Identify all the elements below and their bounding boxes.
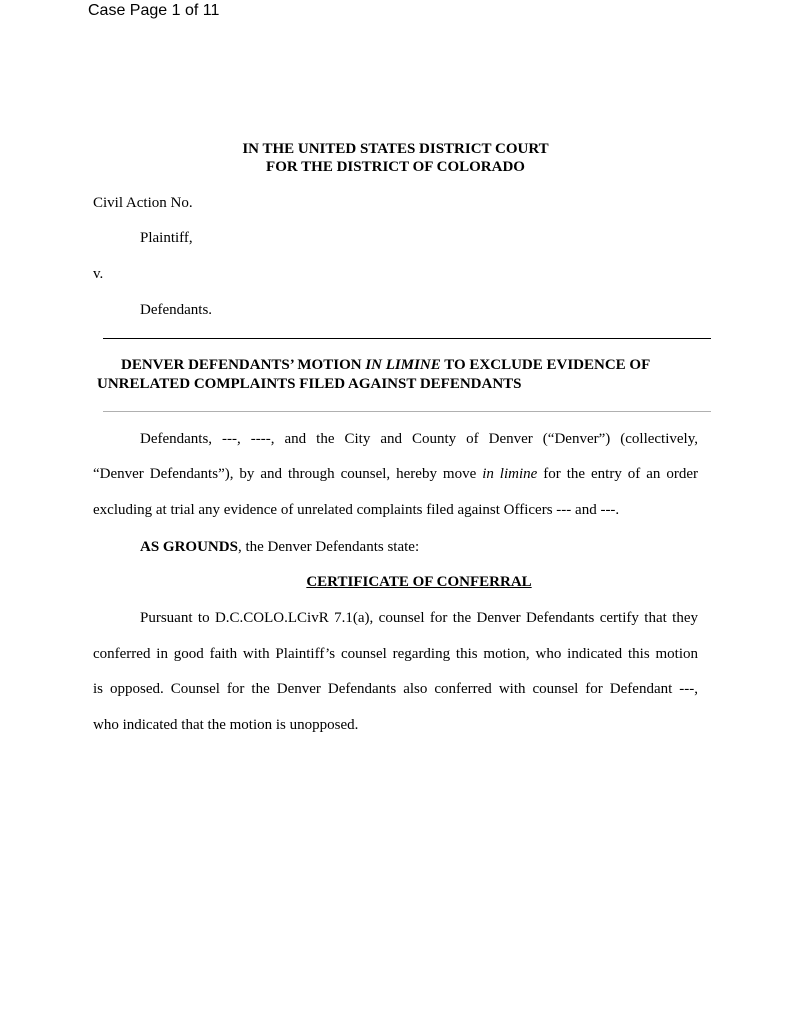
plaintiff-label: Plaintiff, <box>140 230 193 246</box>
title-divider <box>103 411 711 412</box>
civil-action-number: Civil Action No. <box>93 195 193 211</box>
page-header: Case Page 1 of 11 <box>88 2 220 19</box>
motion-title-italic: IN LIMINE <box>365 357 441 373</box>
intro-line-2 <box>93 465 698 483</box>
court-name-line-1: IN THE UNITED STATES DISTRICT COURT <box>242 141 549 157</box>
grounds-rest: , the Denver Defendants state: <box>237 539 420 555</box>
intro-text: “Denver Defendants”), by and through counsel, hereby move <box>93 466 483 482</box>
caption-divider <box>103 338 711 339</box>
grounds-statement <box>140 538 745 556</box>
certificate-line-4: who indicated that the motion is unopposed. <box>93 717 359 733</box>
motion-title-line-1 <box>121 356 650 375</box>
court-name-line-2: FOR THE DISTRICT OF COLORADO <box>266 159 525 175</box>
certificate-heading: CERTIFICATE OF CONFERRAL <box>306 574 532 590</box>
motion-title-text-end: TO EXCLUDE EVIDENCE OF <box>440 357 651 373</box>
intro-text-end: for the entry of an order <box>537 466 698 482</box>
motion-title-line-2: UNRELATED COMPLAINTS FILED AGAINST DEFENDANTS <box>97 376 522 392</box>
versus-label: v. <box>93 266 104 282</box>
grounds-bold: AS GROUNDS <box>140 539 238 555</box>
defendants-label: Defendants. <box>140 302 213 318</box>
intro-italic: in limine <box>482 466 538 482</box>
intro-line-1: Defendants, ---, ----, and the City and County of Denver (“Denver”) (collectively, <box>140 431 698 447</box>
certificate-line-3: is opposed. Counsel for the Denver Defendants also conferred with counsel for Defendant ---, <box>93 681 698 697</box>
certificate-line-2: conferred in good faith with Plaintiff’s counsel regarding this motion, who indicated this motion <box>93 646 698 662</box>
certificate-line-1: Pursuant to D.C.COLO.LCivR 7.1(a), counsel for the Denver Defendants certify that they <box>140 610 698 626</box>
intro-line-3: excluding at trial any evidence of unrelated complaints filed against Officers --- and ---. <box>93 502 620 518</box>
motion-title-text: DENVER DEFENDANTS’ MOTION <box>121 357 366 373</box>
